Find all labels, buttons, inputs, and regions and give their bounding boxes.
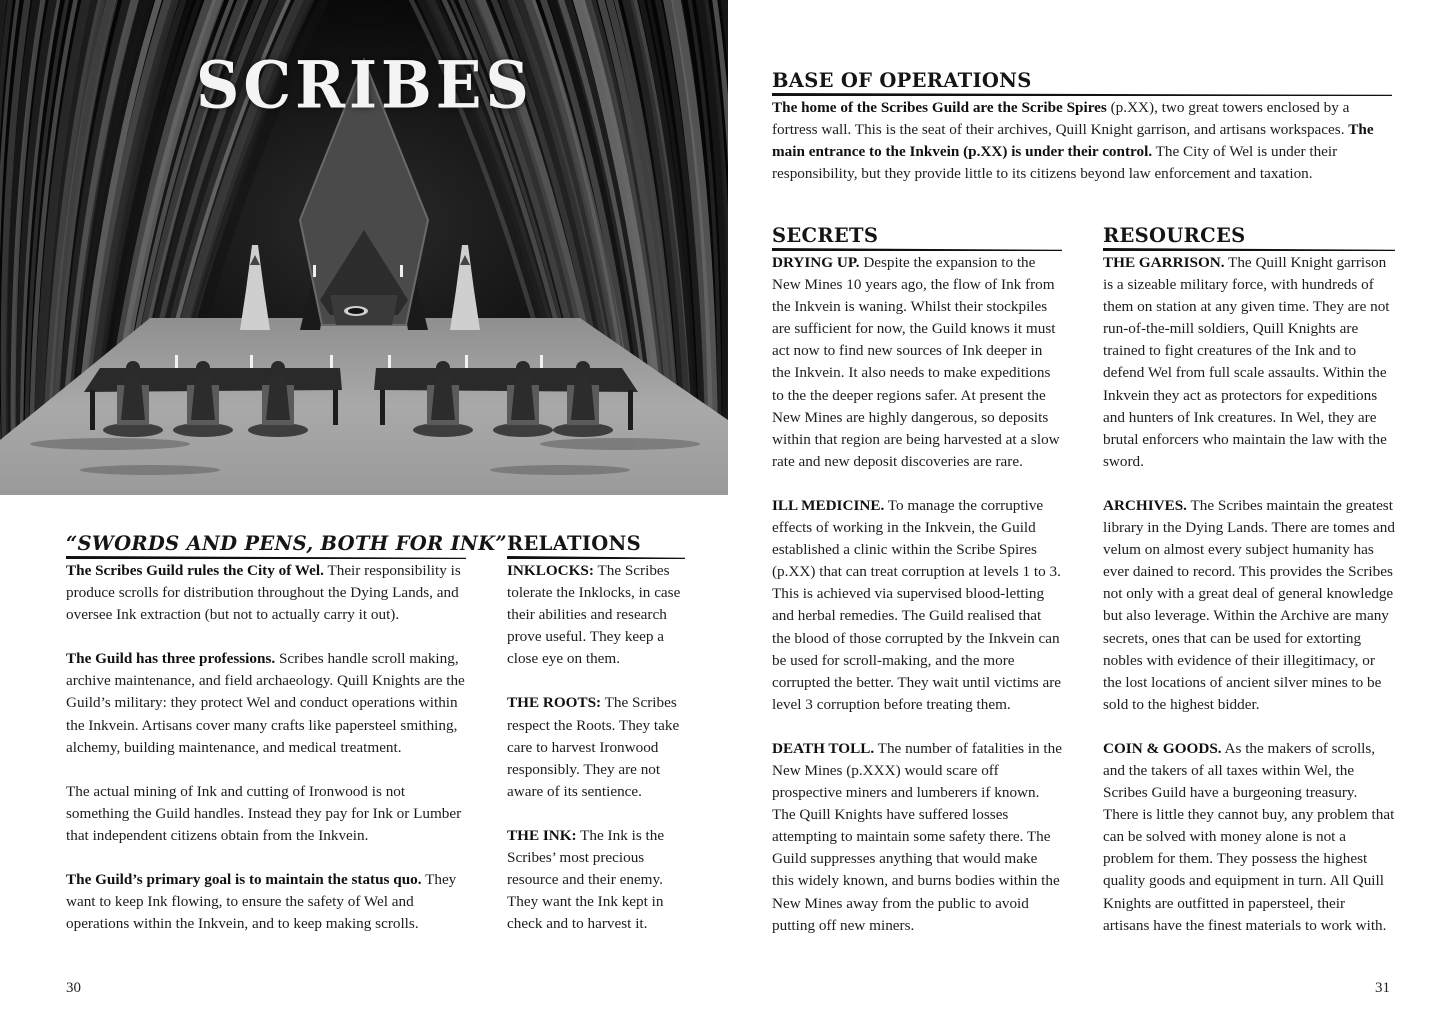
heading-rule xyxy=(507,556,685,559)
chapter-title: SCRIBES xyxy=(196,48,533,124)
paragraph-text: Despite the expansion to the New Mines 10 years ago, the flow of Ink from the Inkvein is waning. Whilst their stockpiles are sufficient for now, the Guild knows it must act now to find new sources of Ink deeper in the Inkvein. It also needs to make expeditions to the the deeper regions safer. At present the New Mines are highly dangerous, so deposits within that region are being harvested at a slow rate and new deposit discoveries are rare. xyxy=(772,254,1060,470)
heading-rule xyxy=(1103,248,1395,251)
paragraph-text: The number of fatalities in the New Mines (p.XXX) would scare off prospective miners and lumberers if known. The Quill Knights have suffered losses attempting to maintain some safety there. The Guild suppresses anything that would make this widely known, and burns bodies within the New Mines away from the public to avoid putting off new miners. xyxy=(772,739,1062,934)
paragraph-lead: COIN & GOODS. xyxy=(1103,739,1222,757)
paragraph-lead: The Guild has three professions. xyxy=(66,650,276,668)
secrets-section xyxy=(772,225,1062,937)
paragraph-text: (p.XX), two great towers enclosed by a fortress wall. This is the seat of their archives, Quill Knight garrison, and artisans workspaces. xyxy=(772,99,1350,139)
paragraph xyxy=(66,781,466,847)
relation-inklocks xyxy=(507,560,685,670)
resource-garrison xyxy=(1103,252,1395,473)
page-number-right: 31 xyxy=(1375,980,1390,996)
secret-ill-medicine xyxy=(772,495,1062,716)
paragraph xyxy=(66,869,466,935)
paragraph-lead: INKLOCKS: xyxy=(507,562,594,579)
secrets-heading: SECRETS xyxy=(772,224,879,247)
candle xyxy=(540,355,543,368)
paragraph-lead: ARCHIVES. xyxy=(1103,496,1187,514)
paragraph-lead: DEATH TOLL. xyxy=(772,739,875,757)
resource-coin-goods xyxy=(1103,738,1395,937)
paragraph-lead: DRYING UP. xyxy=(772,254,860,271)
candle xyxy=(465,355,468,368)
paragraph-text: The City of Wel is under their responsibility, but they provide little to its citizens beyond law enforcement and taxation. xyxy=(772,143,1338,183)
paragraph-text: The Scribes tolerate the Inklocks, in case their abilities and research prove useful. They keep a close eye on them. xyxy=(507,562,681,668)
motto-heading: “SWORDS AND PENS, BOTH FOR INK” xyxy=(66,532,507,555)
page-number-left: 30 xyxy=(66,980,81,996)
paragraph-text: As the makers of scrolls, and the takers of all taxes within Wel, the Scribes Guild have a burgeoning treasury. There is little they cannot buy, any problem that can be solved with money alone is not a problem for them. They possess the highest quality goods and equipment in turn. All Quill Knights are outfitted in papersteel, their artisans have the finest materials to work with. xyxy=(1103,739,1395,934)
candle xyxy=(250,355,253,368)
paragraph-lead: The home of the Scribes Guild are the Scribe Spires xyxy=(772,99,1107,116)
paragraph-text: The actual mining of Ink and cutting of Ironwood is not something the Guild handles. Instead they pay for Ink or Lumber that independent citizens obtain from the Inkvein. xyxy=(66,782,462,844)
motto-paragraphs xyxy=(66,560,466,935)
motto-section xyxy=(66,532,507,935)
resources-heading: RESOURCES xyxy=(1103,224,1246,247)
paragraph-text: Scribes handle scroll making, archive maintenance, and field archaeology. Quill Knights are the Guild’s military: they protect Wel and conduct operations within the Inkvein. Artisans cover many crafts like papersteel smithing, alchemy, building maintenance, and medical treatment. xyxy=(66,650,465,756)
paragraph xyxy=(66,648,466,758)
relation-roots xyxy=(507,692,685,802)
heading-rule xyxy=(66,556,466,559)
heading-rule xyxy=(772,248,1062,251)
candle xyxy=(330,355,333,368)
base-of-operations-heading: BASE OF OPERATIONS xyxy=(772,69,1032,92)
paragraph-lead: The Guild’s primary goal is to maintain the status quo. xyxy=(66,871,422,889)
paragraph-text: Their responsibility is produce scrolls for distribution throughout the Dying Lands, and oversee Ink extraction (but not to actually carry it out). xyxy=(66,562,461,624)
relations-section xyxy=(507,533,685,935)
paragraph-lead: THE ROOTS: xyxy=(507,694,602,712)
resource-archives xyxy=(1103,495,1395,716)
heading-rule xyxy=(772,93,1392,96)
paragraph xyxy=(772,97,1392,185)
resources-section xyxy=(1103,225,1395,937)
paragraph-text: They want to keep Ink flowing, to ensure the safety of Wel and operations within the Inkvein, and to keep making scrolls. xyxy=(66,871,457,933)
paragraph-text: The Quill Knight garrison is a sizeable military force, with hundreds of them on station at any given time. They are not run-of-the-mill soldiers, Quill Knights are trained to fight creatures of the Ink and to defend Wel from full scale assaults. Within the Inkvein they act as protectors for expeditions and hunters of Ink creatures. In Wel, they are brutal enforcers who maintain the law with the sword. xyxy=(1103,254,1390,470)
paragraph xyxy=(66,560,466,626)
base-of-operations-section xyxy=(772,70,1392,185)
paragraph-text: The Scribes respect the Roots. They take care to harvest Ironwood responsibly. They are not aware of its sentience. xyxy=(507,694,680,800)
paragraph-text: The Ink is the Scribes’ most precious resource and their enemy. They want the Ink kept in check and to harvest it. xyxy=(507,826,665,933)
paragraph-lead: ILL MEDICINE. xyxy=(772,496,885,514)
paragraph-lead: THE GARRISON. xyxy=(1103,254,1225,271)
paragraph-text: To manage the corruptive effects of working in the Inkvein, the Guild established a clinic within the Scribe Spires (p.XX) that can treat corruption at levels 1 to 3. This is achieved via supervised blood-letting and herbal remedies. The Guild realised that the blood of those corrupted by the Inkvein can be used for scroll-making, and the more corrupted the better. They wait until victims are level 3 corruption before treating them. xyxy=(772,496,1062,713)
paragraph-text: The Scribes maintain the greatest library in the Dying Lands. There are tomes and velum on almost every subject humanity has ever dained to record. This provides the Scribes not only with a great deal of general knowledge but also leverage. Within the Archive are many secrets, ones that can be used for extorting nobles with evidence of their illegitimacy, or the lost locations of ancient silver mines to be sold to the highest bidder. xyxy=(1103,496,1395,713)
relations-heading: RELATIONS xyxy=(507,532,642,555)
candle xyxy=(175,355,178,368)
secret-death-toll xyxy=(772,738,1062,937)
paragraph-lead: The main entrance to the Inkvein (p.XX) is under their control. xyxy=(772,121,1374,161)
paragraph-lead: THE INK: xyxy=(507,826,577,844)
relation-ink xyxy=(507,825,685,935)
paragraph-lead: The Scribes Guild rules the City of Wel. xyxy=(66,562,324,579)
secret-drying-up xyxy=(772,252,1062,473)
candle xyxy=(388,355,391,368)
